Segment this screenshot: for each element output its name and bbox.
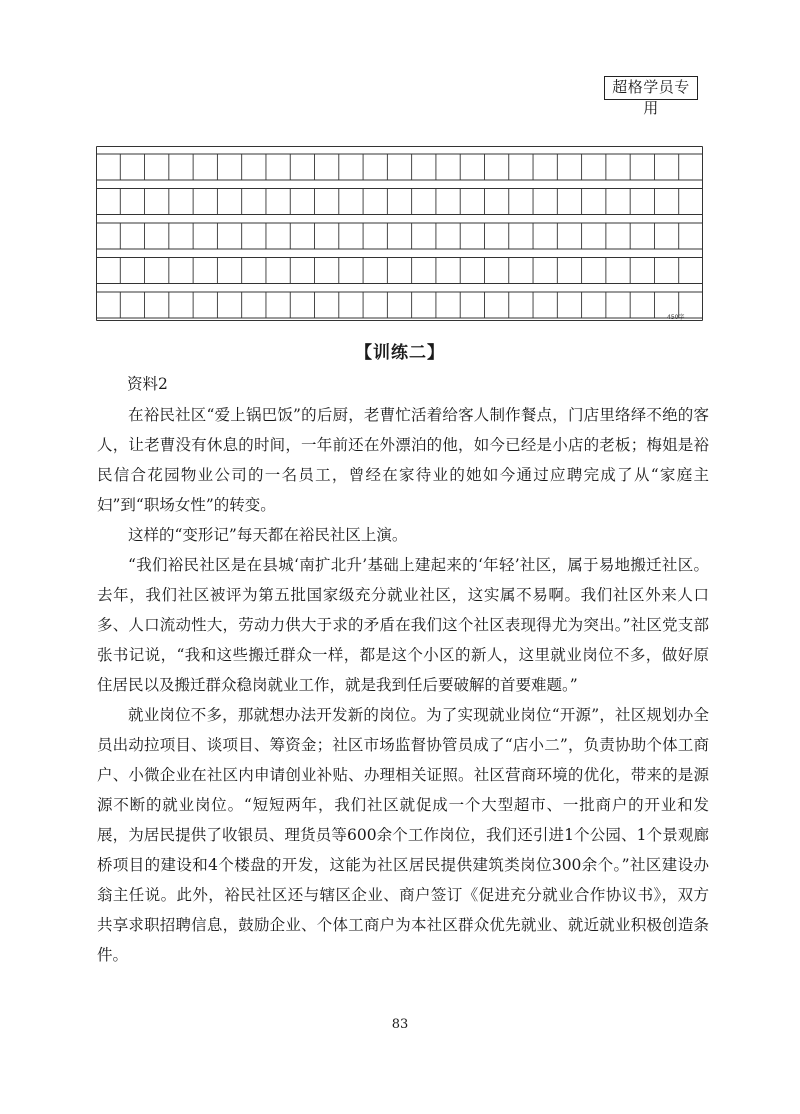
page-number: 83	[391, 1017, 409, 1032]
paragraph: “我们裕民社区是在县城‘南扩北升’基础上建起来的‘年轻’社区，属于易地搬迁社区。去年，我们社区被评为第五批国家级充分就业社区，这实属不易啊。我们社区外来人口多、人口流动性大，劳动力供大于求的矛盾在我们这个社区表现得尤为突出。”社区党支部张书记说，“我和这些搬迁群众一样，都是这个小区的新人，这里就业岗位不多，做好原住居民以及搬迁群众稳岗就业工作，就是我到任后要破解的首要难题。”	[97, 556, 709, 694]
material-label: 资料2	[127, 375, 168, 393]
section-title: 【训练二】	[355, 343, 445, 363]
material-text	[97, 400, 709, 970]
stamp-label: 超格学员专用	[604, 76, 698, 100]
word-count-label: 450字	[667, 314, 685, 321]
answer-grid[interactable]	[96, 146, 703, 321]
paragraph: 在裕民社区“爱上锅巴饭”的后厨，老曹忙活着给客人制作餐点，门店里络绎不绝的客人，让老曹没有休息的时间，一年前还在外漂泊的他，如今已经是小店的老板；梅姐是裕民信合花园物业公司的一名员工，曾经在家待业的她如今通过应聘完成了从“家庭主妇”到“职场女性”的转变。	[97, 406, 709, 514]
paragraph: 这样的“变形记”每天都在裕民社区上演。	[128, 526, 408, 544]
paragraph: 就业岗位不多，那就想办法开发新的岗位。为了实现就业岗位“开源”，社区规划办全员出动拉项目、谈项目、筹资金；社区市场监督协管员成了“店小二”，负责协助个体工商户、小微企业在社区内申请创业补贴、办理相关证照。社区营商环境的优化，带来的是源源不断的就业岗位。“短短两年，我们社区就促成一个大型超市、一批商户的开业和发展，为居民提供了收银员、理货员等600余个工作岗位，我们还引进1个公园、1个景观廊桥项目的建设和4个楼盘的开发，这能为社区居民提供建筑类岗位300余个。”社区建设办翁主任说。此外，裕民社区还与辖区企业、商户签订《促进充分就业合作协议书》，双方共享求职招聘信息，鼓励企业、个体工商户为本社区群众优先就业、就近就业积极创造条件。	[97, 706, 709, 964]
